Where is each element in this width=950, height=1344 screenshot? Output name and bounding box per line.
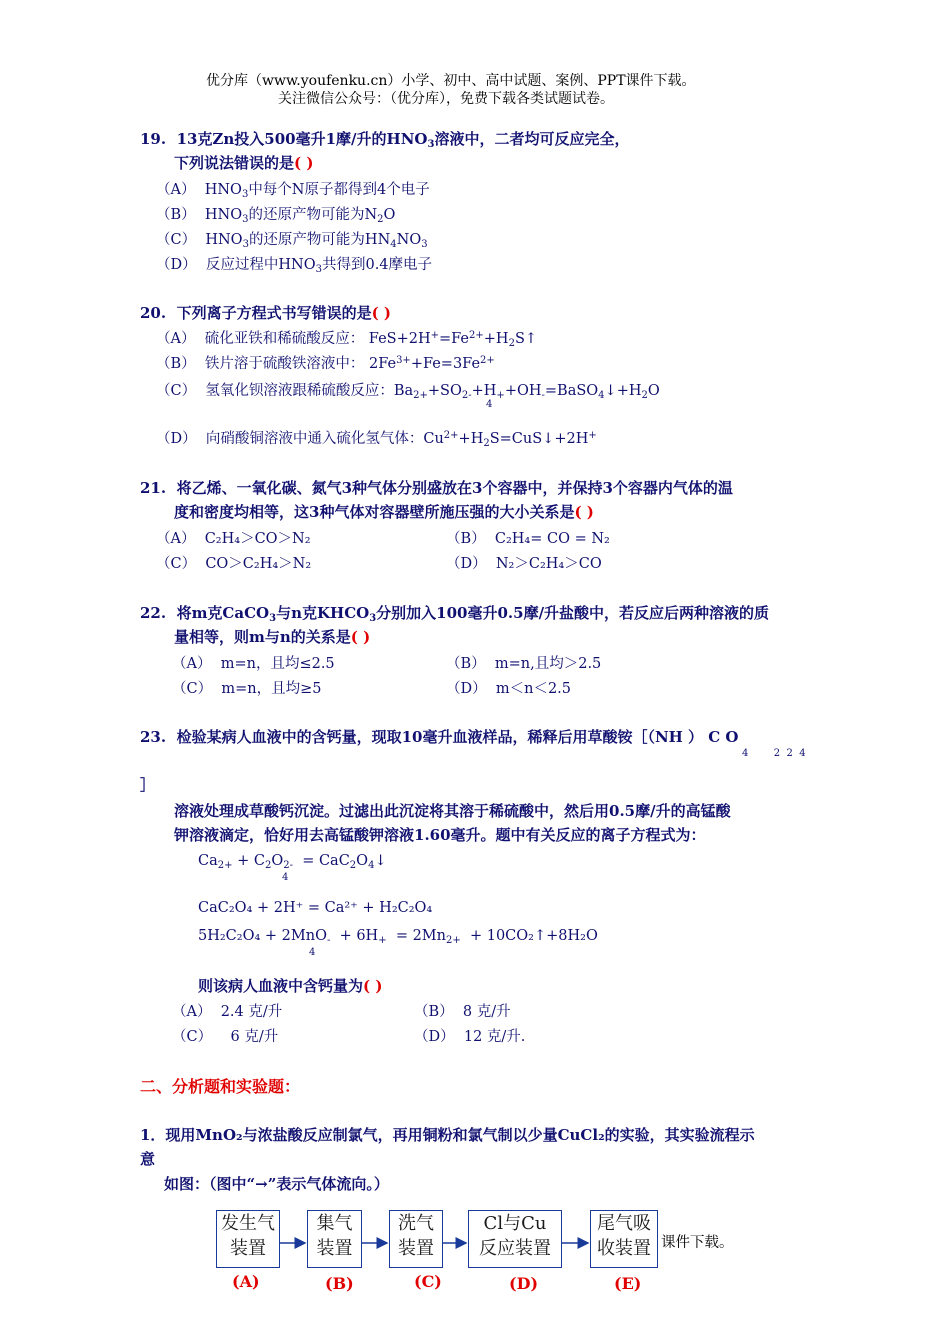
answer-blank: ( ) [350,628,371,646]
answer-blank: ( ) [294,154,314,172]
question-22: 22. 将m克CaCO$_3$与n克$KHCO_3$分别加入100毫升0.5摩/升盐酸中，若反应后两种溶液的质 [140,604,770,624]
q21-option-b[interactable]: （B） C₂H₄= CO = N₂ [446,531,610,547]
flow-box-a: 发生气 装置 [216,1210,280,1268]
flow-box-b: 集气 装置 [307,1210,362,1268]
q21-option-d[interactable]: （D） N₂＞C₂H₄＞CO [446,556,602,572]
flow-label-d: (D) [509,1274,539,1293]
answer-blank: ( ) [574,503,594,521]
eq1-sub-4: 4 [282,872,289,883]
q20-option-c[interactable]: （C） 氢氧化钡溶液跟稀硫酸反应：$Ba_{2+}+SO_{2-}+H_++OH_-=BaSO_4↓+H_2O$ [156,383,660,401]
q20-c-sub-4: 4 [486,399,493,410]
problem-1-line-2: 意 [140,1150,156,1168]
q23-option-b[interactable]: （B） 8 克/升 [414,1004,511,1020]
q21-option-a[interactable]: （A） C₂H₄＞CO＞N₂ [156,531,311,547]
question-21-line-2: 度和密度均相等，这3种气体对容器壁所施压强的大小关系是( ) [174,503,594,521]
flow-box-c: 洗气 装置 [389,1210,443,1268]
flow-label-b: (B) [325,1274,354,1293]
flow-box-d: Cl与Cu 反应装置 [468,1210,562,1268]
answer-blank: ( ) [363,977,383,995]
header-line-2: 关注微信公众号：（优分库），免费下载各类试题试卷。 [278,91,614,107]
q23-subscripts: 4 2 2 4 [742,748,806,759]
header-line-1: 优分库（www.youfenku.cn）小学、初中、高中试题、案例、PPT课件下载。 [206,73,696,89]
flow-label-a: (A) [232,1272,260,1291]
equation-2: CaC₂O₄ + 2H⁺ = Ca²⁺ + H₂C₂O₄ [198,900,433,916]
q19-option-a[interactable]: （A） $HNO_3$中每个N原子都得到4个电子 [156,182,430,200]
q19-option-c[interactable]: （C） $HNO_3$的还原产物可能为$HN_4NO_3$ [156,232,428,250]
q19-option-d[interactable]: （D） 反应过程中$HNO_3$共得到0.4摩电子 [156,257,433,275]
equation-1: $Ca_{2+} + C_2O_{2-}$ = $CaC_2O_4↓$ [198,853,387,871]
q22-option-d[interactable]: （D） m＜n＜2.5 [446,681,572,697]
section-2-title: 二、分析题和实验题： [140,1077,301,1096]
q20-option-d[interactable]: （D） 向硝酸铜溶液中通入硫化氢气体：$Cu^{2+}+H_2S=CuS↓+2H^+$ [156,430,597,449]
q20-option-a[interactable]: （A） 硫化亚铁和稀硫酸反应： $FeS+2H^+=Fe^{2+}+H_2S↑$ [156,330,538,349]
flow-trailing-text: 课件下载。 [661,1235,734,1251]
q23-option-d[interactable]: （D） 12 克/升. [414,1029,526,1045]
flow-label-e: (E) [614,1274,642,1293]
eq3-sub-4: 4 [309,947,316,958]
question-22-line-2: 量相等，则m与n的关系是( ) [174,628,371,646]
q19-option-b[interactable]: （B） $HNO_3$的还原产物可能为$N_2O$ [156,207,396,225]
q23-bracket: ］ [140,776,156,794]
flow-box-e: 尾气吸 收装置 [590,1210,658,1268]
question-23-line-2: 溶液处理成草酸钙沉淀。过滤出此沉淀将其溶于稀硫酸中，然后用0.5摩/升的高锰酸 [174,802,731,820]
q22-option-c[interactable]: （C） m=n，且均≥5 [172,681,322,697]
answer-blank: ( ) [371,304,391,322]
question-21: 21. 将乙烯、一氧化碳、氮气3种气体分别盛放在3个容器中，并保持3个容器内气体的温 [140,479,733,497]
question-23-line-3: 钾溶液滴定，恰好用去高锰酸钾溶液1.60毫升。题中有关反应的离子方程式为： [174,826,706,844]
q23-option-c[interactable]: （C） 6 克/升 [172,1029,279,1045]
q22-option-b[interactable]: （B） m=n,且均＞2.5 [446,656,602,672]
problem-1-line-1: 1．现用MnO₂与浓盐酸反应制氯气，再用铜粉和氯气制以少量CuCl₂的实验，其实验流程示 [140,1126,755,1144]
q23-option-a[interactable]: （A） 2.4 克/升 [172,1004,283,1020]
problem-1-line-3: 如图：（图中“→”表示气体流向。） [164,1175,389,1193]
flow-label-c: (C) [414,1272,442,1291]
question-19-line-2: 下列说法错误的是( ) [174,154,314,172]
question-20: 20. 下列离子方程式书写错误的是( ) [140,304,391,322]
equation-3: $5H_2C_2O_4 + 2MnO_- + 6H_+ = 2Mn_{2+}$ + 10CO₂↑+8H₂O [198,928,598,946]
question-23: 23. 检验某病人血液中的含钙量，现取10毫升血液样品，稀释后用草酸铵［（NH ） C O [140,728,739,746]
question-19: 19. 13克Zn投入500毫升1摩/升的$HNO_3$溶液中，二者均可反应完全， [140,130,630,150]
q21-option-c[interactable]: （C） CO＞C₂H₄＞N₂ [156,556,312,572]
q20-option-b[interactable]: （B） 铁片溶于硫酸铁溶液中： $2Fe^{3+}+Fe=3Fe^{2+}$ [156,355,495,372]
q23-ask: 则该病人血液中含钙量为( ) [198,977,383,995]
q22-option-a[interactable]: （A） m=n，且均≤2.5 [172,656,335,672]
